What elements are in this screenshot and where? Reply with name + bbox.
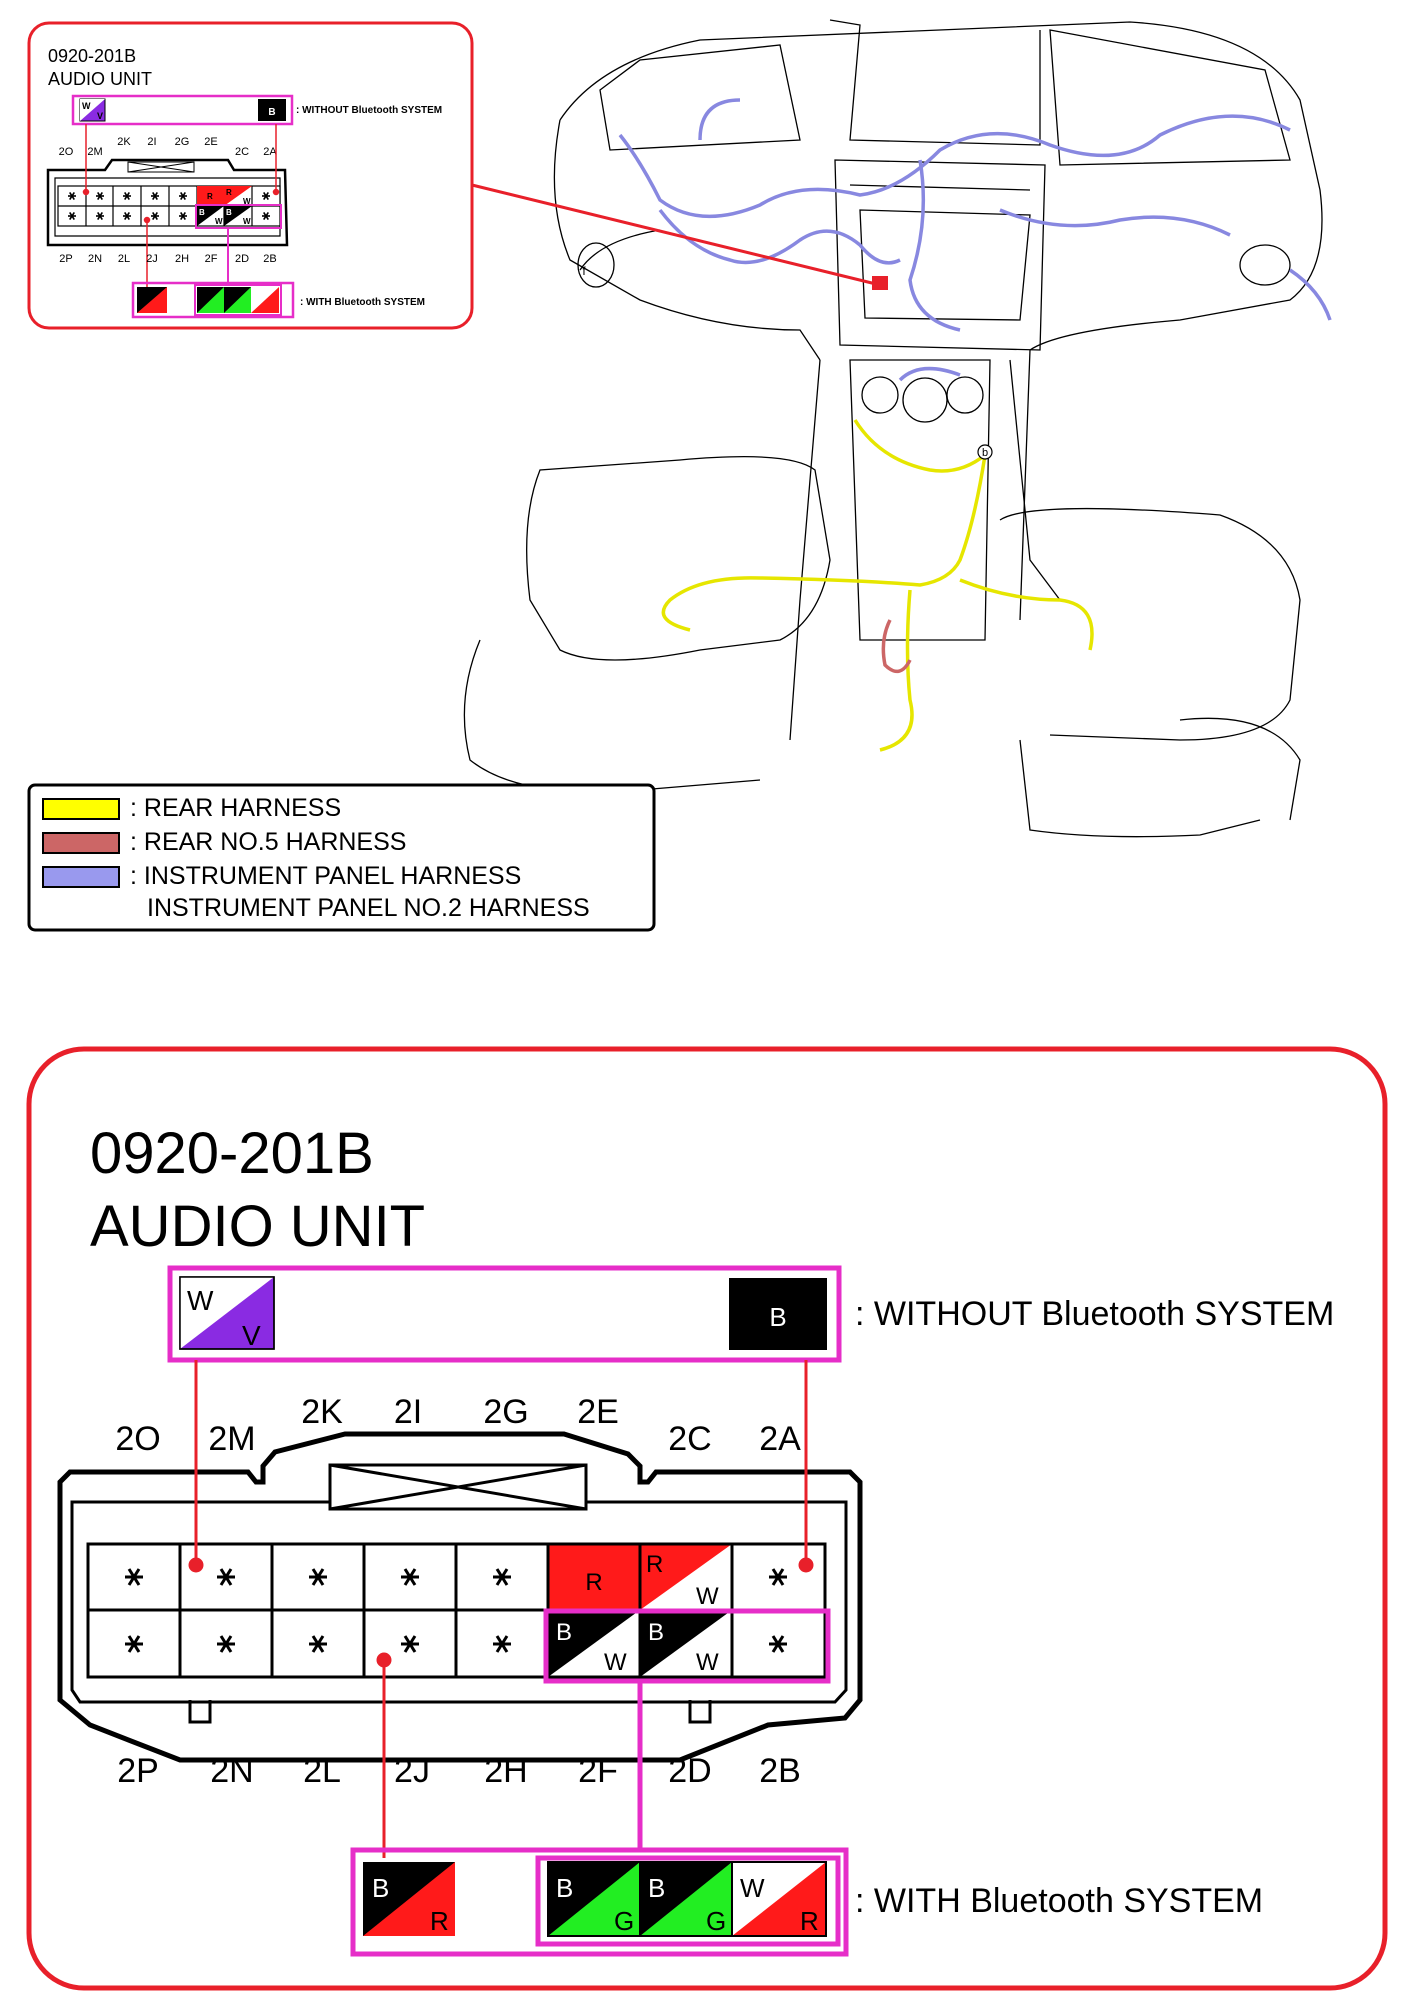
svg-text:W: W: [243, 197, 251, 206]
svg-text:B: B: [769, 1302, 787, 1332]
svg-text:W: W: [187, 1285, 214, 1316]
svg-text:2G: 2G: [174, 136, 190, 148]
instrument-panel-harness-wires: [620, 100, 1330, 380]
inset-wire-wv: [80, 99, 105, 121]
svg-text:2M: 2M: [87, 146, 103, 158]
svg-text:W: W: [740, 1873, 765, 1903]
svg-text:2P: 2P: [59, 253, 73, 265]
vehicle-cabin-drawing: [464, 20, 1322, 837]
svg-text:R: R: [800, 1906, 819, 1936]
legend-swatch-rear-no5: [43, 833, 119, 853]
inset-code: 0920-201B: [48, 46, 137, 66]
wire-wv: [180, 1277, 274, 1351]
svg-text:G: G: [706, 1906, 727, 1936]
svg-text:B: B: [648, 1873, 666, 1903]
legend-swatch-rear: [43, 799, 119, 819]
svg-text:R: R: [207, 192, 213, 201]
svg-text:B: B: [268, 107, 276, 118]
legend-label-rear: : REAR HARNESS: [130, 794, 342, 822]
svg-text:2L: 2L: [303, 1752, 341, 1790]
rear-harness-wires: [663, 420, 1092, 750]
svg-text:R: R: [646, 1551, 664, 1578]
legend-label-rear-no5: : REAR NO.5 HARNESS: [130, 828, 407, 856]
harness-legend: [29, 785, 654, 930]
connector-location-marker[interactable]: [872, 276, 888, 290]
svg-text:W: W: [696, 1649, 719, 1676]
svg-text:W: W: [215, 217, 223, 226]
svg-text:2O: 2O: [115, 1420, 161, 1458]
wire-bg-1: [548, 1862, 640, 1936]
connector-inset-small: [29, 23, 472, 328]
inset-without-label: : WITHOUT Bluetooth SYSTEM: [296, 105, 443, 116]
svg-text:2O: 2O: [58, 146, 74, 158]
svg-text:2P: 2P: [117, 1752, 159, 1790]
svg-text:2A: 2A: [263, 146, 277, 158]
svg-text:R: R: [585, 1569, 603, 1596]
marker-b-label: b: [981, 447, 989, 459]
svg-text:V: V: [97, 111, 104, 121]
svg-text:B: B: [226, 208, 232, 217]
with-bluetooth-label: : WITH Bluetooth SYSTEM: [855, 1882, 1264, 1920]
svg-text:2G: 2G: [483, 1393, 529, 1431]
svg-text:2I: 2I: [393, 1393, 423, 1431]
svg-text:2J: 2J: [394, 1752, 430, 1790]
svg-text:2J: 2J: [146, 253, 158, 265]
svg-text:2D: 2D: [668, 1752, 712, 1790]
svg-text:W: W: [696, 1583, 719, 1610]
svg-text:R: R: [226, 188, 232, 197]
wire-br: [363, 1862, 455, 1936]
svg-text:2D: 2D: [234, 253, 250, 265]
svg-text:2B: 2B: [263, 253, 277, 265]
wire-b: [729, 1278, 827, 1350]
inset-name: AUDIO UNIT: [48, 69, 153, 89]
legend-label-instrument-panel-no2: INSTRUMENT PANEL NO.2 HARNESS: [147, 894, 590, 922]
svg-text:V: V: [242, 1320, 261, 1351]
svg-text:2E: 2E: [204, 136, 218, 148]
svg-text:2N: 2N: [210, 1752, 254, 1790]
svg-text:2C: 2C: [234, 146, 250, 158]
svg-text:2M: 2M: [208, 1420, 256, 1458]
svg-text:G: G: [614, 1906, 635, 1936]
svg-text:2C: 2C: [668, 1420, 712, 1458]
svg-text:W: W: [82, 101, 91, 111]
connector-detail-large: [29, 1049, 1385, 1988]
svg-text:2L: 2L: [117, 253, 131, 265]
svg-text:B: B: [648, 1619, 665, 1646]
svg-text:B: B: [556, 1619, 573, 1646]
without-bluetooth-label: : WITHOUT Bluetooth SYSTEM: [855, 1295, 1335, 1333]
svg-text:2H: 2H: [484, 1752, 528, 1790]
inset-with-label: : WITH Bluetooth SYSTEM: [300, 297, 425, 308]
svg-text:2K: 2K: [117, 136, 131, 148]
svg-text:2A: 2A: [759, 1420, 801, 1458]
svg-text:2E: 2E: [577, 1393, 619, 1431]
svg-text:B: B: [556, 1873, 574, 1903]
wire-wr: [732, 1862, 826, 1936]
detail-code: 0920-201B: [90, 1121, 374, 1186]
callout-leader-line: [472, 185, 880, 285]
legend-swatch-instrument-panel: [43, 867, 119, 887]
detail-name: AUDIO UNIT: [90, 1194, 426, 1259]
legend-label-instrument-panel: : INSTRUMENT PANEL HARNESS: [130, 862, 522, 890]
svg-text:B: B: [372, 1873, 390, 1903]
svg-text:B: B: [199, 208, 205, 217]
svg-text:2F: 2F: [578, 1752, 618, 1790]
svg-text:2K: 2K: [301, 1393, 343, 1431]
wire-bg-2: [640, 1862, 732, 1936]
marker-f-label: f: [582, 264, 586, 278]
svg-text:2H: 2H: [174, 253, 190, 265]
svg-text:2B: 2B: [759, 1752, 801, 1790]
svg-text:2I: 2I: [147, 136, 157, 148]
svg-text:W: W: [604, 1649, 627, 1676]
pin-2e[interactable]: [548, 1544, 640, 1610]
svg-text:2F: 2F: [204, 253, 218, 265]
svg-text:W: W: [243, 217, 251, 226]
svg-text:R: R: [430, 1906, 449, 1936]
svg-text:2N: 2N: [87, 253, 103, 265]
